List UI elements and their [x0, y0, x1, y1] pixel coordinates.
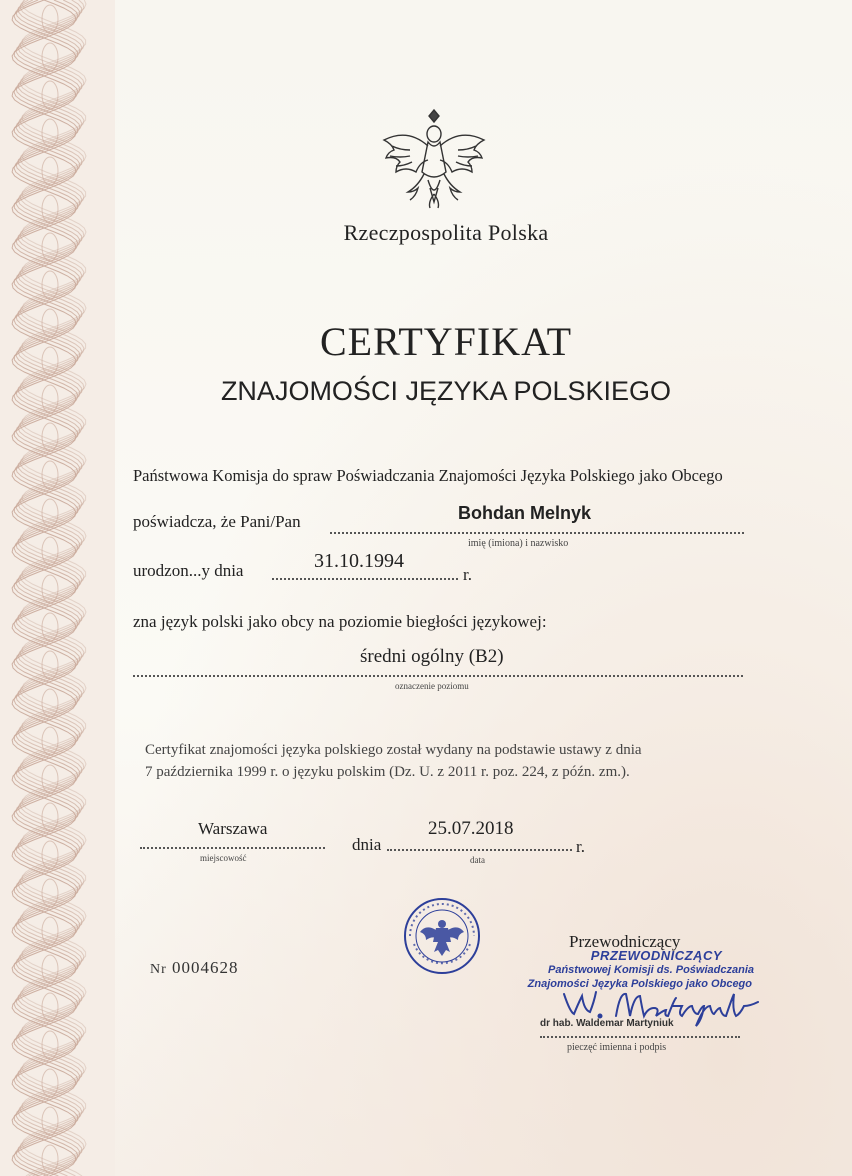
level-value: średni ogólny (B2) — [360, 646, 504, 667]
issuer-line: Państwowa Komisja do spraw Poświadczania Znajomości Języka Polskiego jako Obcego — [133, 466, 723, 485]
issue-date-line — [387, 849, 572, 851]
legal-basis-line1: Certyfikat znajomości języka polskiego został wydany na podstawie ustawy z dnia — [145, 742, 642, 758]
stamp-title: PRZEWODNICZĄCY — [590, 948, 722, 963]
birth-date-line — [272, 578, 458, 580]
issue-date-suffix: r. — [576, 837, 585, 856]
eagle-emblem-icon — [378, 108, 490, 212]
issue-place: Warszawa — [198, 819, 268, 838]
issue-date: 25.07.2018 — [428, 818, 514, 839]
level-caption: oznaczenie poziomu — [395, 681, 469, 691]
certificate-subtitle: ZNAJOMOŚCI JĘZYKA POLSKIEGO — [220, 376, 672, 406]
birth-date: 31.10.1994 — [314, 550, 404, 572]
certificate-number-value: 0004628 — [172, 958, 239, 977]
signer-name: dr hab. Waldemar Martyniuk — [540, 1018, 674, 1029]
level-line — [133, 675, 743, 677]
official-seal-icon — [402, 896, 482, 976]
holder-name: Bohdan Melnyk — [458, 503, 592, 523]
holder-caption: imię (imiona) i nazwisko — [468, 538, 569, 549]
country-name: Rzeczpospolita Polska — [343, 220, 549, 245]
chairman-role: Przewodniczący — [569, 932, 681, 951]
birth-suffix: r. — [463, 565, 472, 584]
signature-line — [540, 1036, 740, 1038]
guilloche-border — [0, 0, 115, 1176]
stamp-line2: Znajomości Języka Polskiego jako Obcego — [527, 978, 752, 990]
certificate-number — [150, 958, 239, 978]
holder-name-line — [330, 532, 744, 534]
signature-caption: pieczęć imienna i podpis — [567, 1042, 667, 1053]
holder-prefix: poświadcza, że Pani/Pan — [133, 512, 301, 531]
issue-date-caption: data — [470, 855, 485, 865]
certificate-number-label: Nr — [150, 962, 167, 977]
stamp-line1: Państwowej Komisji ds. Poświadczania — [547, 964, 754, 976]
issue-place-caption: miejscowość — [200, 853, 247, 863]
birth-prefix: urodzon...y dnia — [133, 561, 244, 580]
level-statement: zna język polski jako obcy na poziomie biegłości językowej: — [133, 612, 547, 631]
certificate-title: CERTYFIKAT — [319, 319, 573, 364]
issue-place-line — [140, 847, 325, 849]
issue-date-prefix: dnia — [352, 835, 382, 854]
legal-basis-line2: 7 października 1999 r. o języku polskim (Dz. U. z 2011 r. poz. 224, z późn. zm.). — [145, 764, 630, 780]
